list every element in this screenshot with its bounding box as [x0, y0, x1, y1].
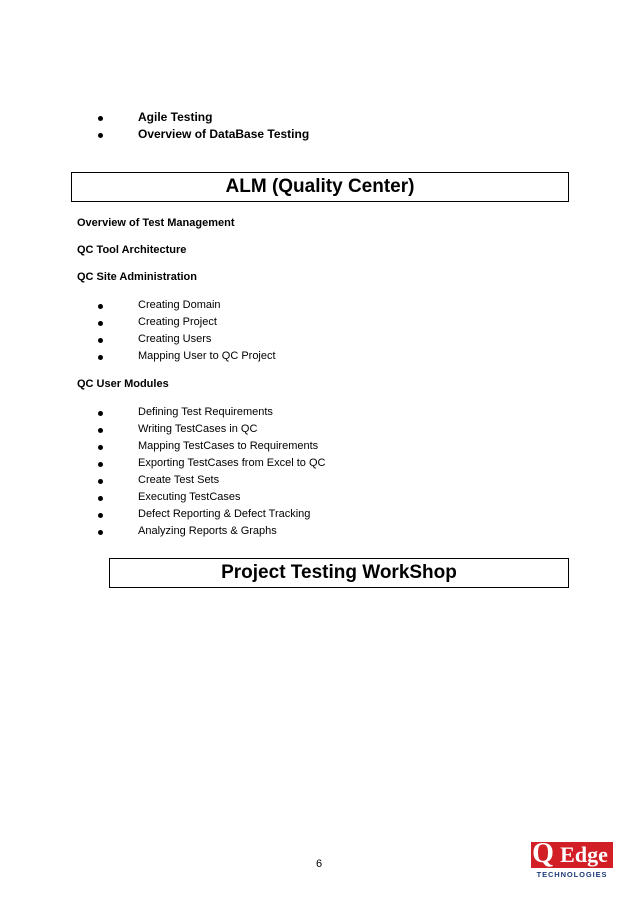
list-item: Create Test Sets: [98, 472, 325, 489]
list-item: Defect Reporting & Defect Tracking: [98, 506, 325, 523]
user-modules-list: [98, 404, 325, 540]
list-item: Defining Test Requirements: [98, 404, 325, 421]
list-item: Creating Project: [98, 314, 276, 331]
list-item: Overview of DataBase Testing: [98, 126, 309, 143]
user-modules-heading: QC User Modules: [77, 378, 169, 390]
list-item: Executing TestCases: [98, 489, 325, 506]
alm-section-title: ALM (Quality Center): [71, 172, 569, 202]
list-item: Agile Testing: [98, 109, 309, 126]
qedge-logo: [531, 838, 613, 880]
site-admin-list: [98, 297, 276, 365]
page-number: 6: [315, 858, 323, 870]
list-item: Mapping TestCases to Requirements: [98, 438, 325, 455]
list-item: Analyzing Reports & Graphs: [98, 523, 325, 540]
list-item: Writing TestCases in QC: [98, 421, 325, 438]
logo-wordmark: Edge: [560, 842, 608, 867]
list-item: Creating Users: [98, 331, 276, 348]
logo-q-letter: Q: [532, 838, 554, 869]
site-admin-heading: QC Site Administration: [77, 271, 197, 283]
workshop-section-title: Project Testing WorkShop: [109, 558, 569, 588]
list-item: Exporting TestCases from Excel to QC: [98, 455, 325, 472]
course-topics-list: [98, 109, 309, 143]
overview-heading: Overview of Test Management: [77, 217, 235, 229]
logo-subtitle: TECHNOLOGIES: [536, 870, 608, 879]
architecture-heading: QC Tool Architecture: [77, 244, 187, 256]
list-item: Mapping User to QC Project: [98, 348, 276, 365]
list-item: Creating Domain: [98, 297, 276, 314]
